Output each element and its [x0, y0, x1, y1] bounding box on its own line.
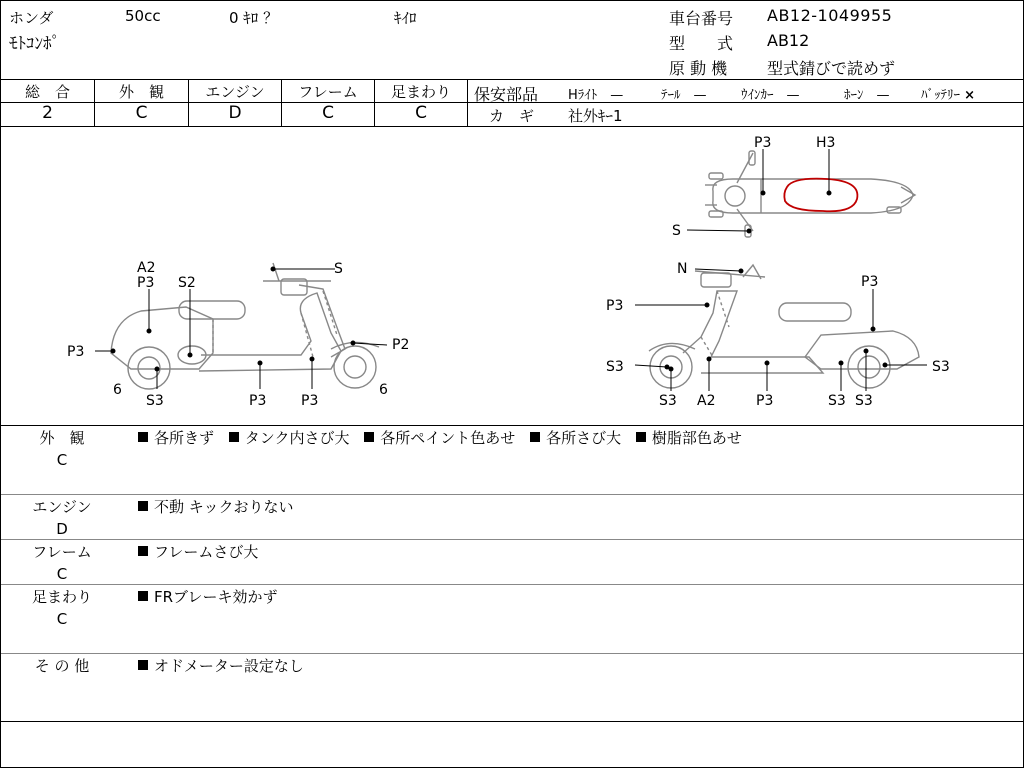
safety-item-horn: ﾎｰﾝ —	[844, 88, 890, 103]
remark-label: そ の 他	[34, 657, 90, 675]
bullet-icon	[138, 432, 148, 442]
bullet-icon	[138, 660, 148, 670]
grade-label-suspension: 足まわり	[390, 83, 451, 101]
grade-label-exterior: 外 観	[118, 83, 164, 101]
divider	[1, 539, 1023, 540]
h3-damage-mark	[784, 179, 857, 212]
color: ｷｲﾛ	[394, 9, 417, 27]
right-label-p3-floor: P3	[756, 393, 774, 409]
left-label-s3: S3	[146, 393, 164, 409]
safety-item-headlight: Hﾗｲﾄ —	[568, 88, 624, 103]
left-label-a2: A2	[137, 260, 156, 276]
divider	[1, 79, 1023, 80]
safety-item-tail: ﾃｰﾙ —	[661, 88, 707, 103]
grade-label-overall: 総 合	[24, 83, 70, 101]
left-label-6-front: 6	[379, 382, 388, 398]
safety-label: 保安部品	[474, 85, 539, 104]
left-label-p3-top: P3	[137, 275, 155, 291]
left-rear-body	[111, 307, 213, 369]
remark-item: 各所さび大	[546, 429, 622, 447]
remark-item: フレームさび大	[154, 543, 259, 561]
grade-label-engine: エンジン	[205, 83, 265, 101]
grade-value-suspension: C	[415, 103, 427, 123]
bullet-icon	[364, 432, 374, 442]
grade-label-frame: フレーム	[298, 83, 358, 101]
divider	[1, 494, 1023, 495]
remark-grade: C	[56, 565, 68, 583]
left-floor	[199, 293, 341, 371]
right-label-p3-front: P3	[606, 298, 624, 314]
left-label-p3-front: P3	[301, 393, 319, 409]
remark-grade: C	[56, 610, 68, 628]
frame-no-label: 車台番号	[669, 9, 734, 28]
left-label-p3-rear: P3	[67, 344, 85, 360]
grade-value-engine: D	[228, 103, 242, 123]
engine-value: 型式錆びで読めず	[767, 59, 896, 78]
bullet-icon	[138, 591, 148, 601]
right-label-s3-a: S3	[828, 393, 846, 409]
type-value: AB12	[767, 31, 810, 50]
right-label-s3-front: S3	[606, 359, 624, 375]
right-label-n: N	[677, 261, 688, 277]
left-label-p2: P2	[392, 337, 410, 353]
left-label-s2: S2	[178, 275, 196, 291]
grade-value-exterior: C	[135, 103, 148, 123]
bullet-icon	[138, 501, 148, 511]
divider	[1, 721, 1023, 722]
remark-grade: C	[56, 451, 68, 469]
model-name: ﾓﾄｺﾝﾎﾟ	[9, 34, 60, 54]
right-label-s3-rear: S3	[932, 359, 950, 375]
left-rear-wheel	[128, 347, 170, 389]
top-label-p3: P3	[754, 135, 772, 151]
remark-item: FRブレーキ効かず	[154, 588, 278, 606]
divider	[1, 584, 1023, 585]
right-label-p3-rear: P3	[861, 274, 879, 290]
remark-item: オドメーター設定なし	[154, 657, 304, 675]
remark-item: 樹脂部色あせ	[651, 429, 742, 447]
divider	[1, 425, 1023, 426]
right-label-s3-b: S3	[855, 393, 873, 409]
remark-item: 各所きず	[154, 429, 215, 447]
mileage: 0 ｷﾛ ？	[229, 9, 279, 27]
bullet-icon	[138, 546, 148, 556]
grade-value-frame: C	[322, 103, 334, 123]
remark-label: エンジン	[32, 498, 92, 516]
remark-item: タンク内さび大	[244, 429, 350, 447]
left-label-6-rear: 6	[113, 382, 122, 398]
safety-item-battery: ﾊﾞｯﾃﾘｰ ×	[921, 88, 976, 103]
left-label-p3-floor: P3	[249, 393, 267, 409]
key-label: カ ギ	[489, 107, 535, 125]
remark-label: 外 観	[39, 429, 85, 447]
remark-label: フレーム	[32, 543, 92, 561]
top-body	[713, 179, 913, 213]
top-label-h3: H3	[816, 135, 836, 151]
remark-grade: D	[56, 520, 68, 538]
displacement: 50cc	[125, 7, 161, 25]
left-label-s: S	[334, 261, 343, 277]
key-value: 社外ｷｰ1	[568, 107, 623, 125]
maker: ホンダ	[9, 9, 54, 27]
remark-item: 各所ペイント色あせ	[380, 429, 516, 447]
engine-label: 原 動 機	[669, 59, 728, 78]
top-label-s: S	[672, 223, 681, 239]
left-seat	[179, 301, 245, 319]
safety-item-winker: ｳｲﾝｶｰ —	[741, 88, 800, 103]
frame-no: AB12-1049955	[767, 6, 893, 25]
bullet-icon	[229, 432, 239, 442]
right-label-s3-wheel: S3	[659, 393, 677, 409]
bullet-icon	[530, 432, 540, 442]
bullet-icon	[636, 432, 646, 442]
left-front-wheel	[334, 346, 376, 388]
remark-label: 足まわり	[31, 588, 92, 606]
right-rear-body	[805, 331, 919, 369]
right-seat	[779, 303, 851, 321]
scooter-diagram	[1, 127, 1023, 425]
divider	[467, 79, 468, 126]
right-label-a2: A2	[697, 393, 716, 409]
right-headlight	[701, 273, 731, 287]
grade-value-overall: 2	[42, 103, 53, 123]
divider	[1, 653, 1023, 654]
remark-item: 不動 キックおりない	[154, 498, 294, 516]
type-label: 型 式	[669, 34, 734, 53]
